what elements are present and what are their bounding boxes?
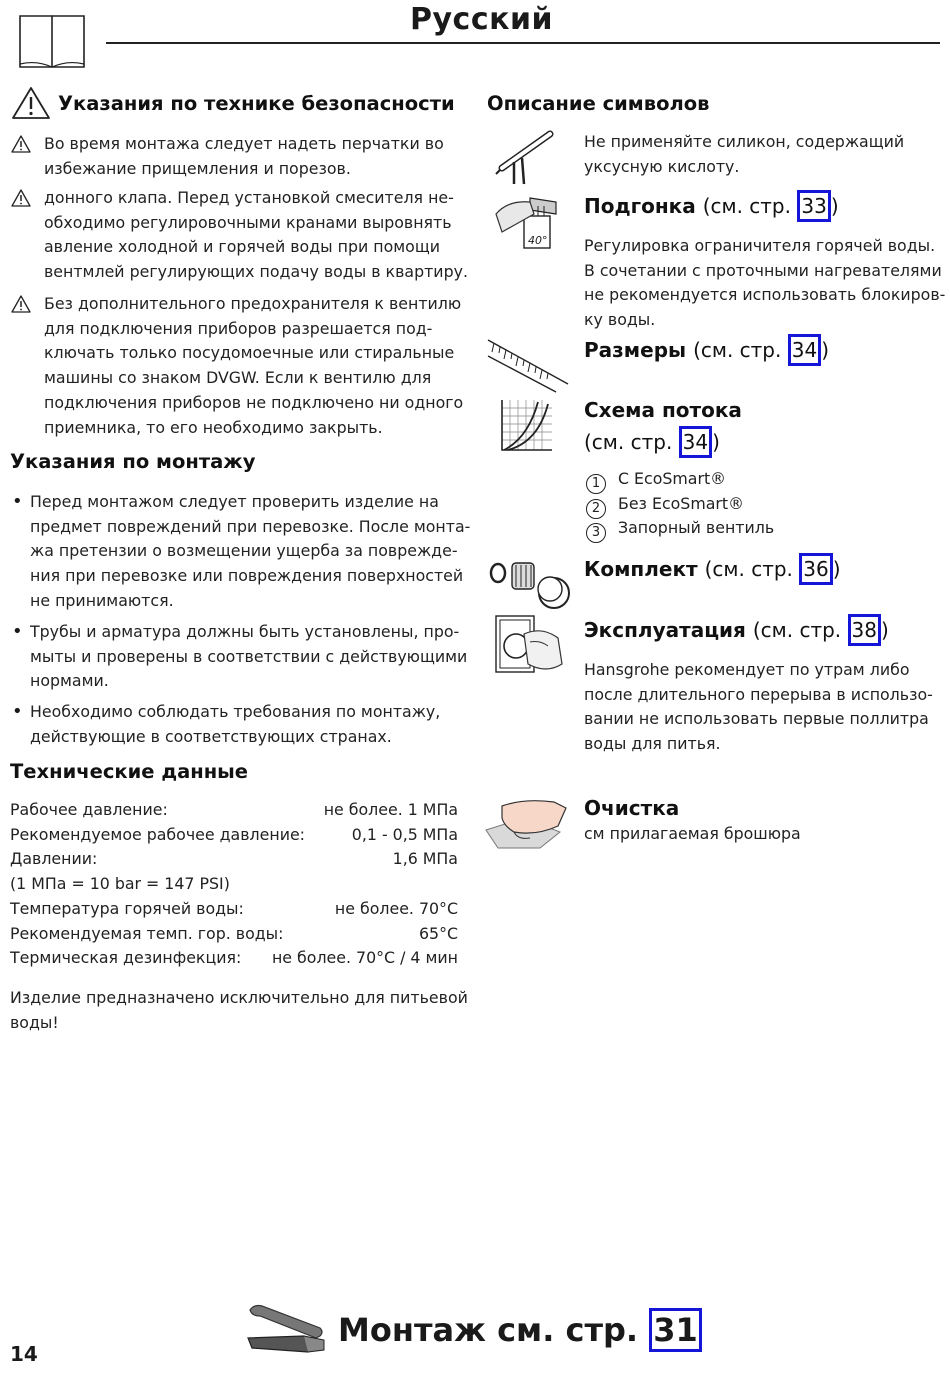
adjust-line: Регулировка ограничителя горячей воды. bbox=[584, 236, 936, 255]
warning-large-icon bbox=[11, 86, 51, 120]
operation-title: Эксплуатация bbox=[584, 618, 746, 642]
safety-line: Без дополнительного предохранителя к вентилю bbox=[44, 294, 462, 313]
assembly-line: нормами. bbox=[30, 671, 109, 691]
safety-line: авление холодной и горячей воды при помощи bbox=[44, 237, 440, 257]
dimensions-heading bbox=[584, 334, 829, 366]
safety-line: ключать только посудомоечные или стиральные bbox=[44, 343, 455, 363]
safety-line: избежание прищемления и порезов. bbox=[44, 158, 351, 178]
tech-value: 65°C bbox=[418, 923, 458, 943]
safety-line: для подключения приборов разрешается под- bbox=[44, 318, 433, 338]
safety-item bbox=[44, 186, 474, 285]
flow-legend-item bbox=[586, 516, 774, 543]
page-number: 14 bbox=[10, 1342, 38, 1366]
dimensions-ref: (см. стр. bbox=[693, 338, 788, 362]
assembly-line: действующие в соответствующих странах. bbox=[30, 726, 392, 746]
tech-label: Рабочее давление: bbox=[10, 800, 168, 819]
tech-value: не более. 70°C / 4 мин bbox=[271, 948, 458, 968]
silicone-line: уксусную кислоту. bbox=[584, 156, 740, 176]
tech-row bbox=[10, 922, 458, 947]
warning-icon bbox=[10, 294, 32, 314]
assembly-line: мыты и проверены в соответствии с действующими bbox=[30, 646, 468, 666]
safety-item bbox=[44, 132, 474, 181]
montage-text: Монтаж см. стр. bbox=[338, 1311, 650, 1349]
safety-item bbox=[44, 292, 474, 440]
assembly-line: Перед монтажом следует проверить изделие на bbox=[30, 492, 439, 511]
tech-row bbox=[10, 847, 458, 872]
silicone-gun-icon bbox=[494, 128, 558, 188]
adjust-title: Подгонка bbox=[584, 194, 696, 218]
montage-reference bbox=[338, 1308, 702, 1352]
adjust-line: не рекомендуется использовать блокиров- bbox=[584, 285, 946, 305]
tech-value: не более. 70°C bbox=[334, 898, 458, 918]
operation-line: воды для питья. bbox=[584, 734, 721, 754]
tech-row bbox=[10, 897, 458, 922]
adjust-line: В сочетании с проточными нагревателями bbox=[584, 260, 942, 280]
tech-heading: Технические данные bbox=[10, 760, 249, 783]
bullet-dot: • bbox=[12, 621, 23, 642]
ruler-icon bbox=[486, 336, 570, 394]
flow-number-badge: 3 bbox=[586, 523, 606, 543]
tech-label: Давлении: bbox=[10, 849, 98, 869]
safety-line: приемника, то его необходимо закрыть. bbox=[44, 417, 383, 437]
bullet-dot: • bbox=[12, 491, 23, 512]
flow-heading bbox=[584, 398, 742, 458]
safety-line: вентмлей регулирующих подачу воды в квартиру. bbox=[44, 262, 468, 282]
kit-ref-close: ) bbox=[832, 557, 841, 581]
operation-line: после длительного перерыва в использо- bbox=[584, 684, 933, 704]
montage-page-link[interactable]: 31 bbox=[649, 1308, 702, 1352]
tech-value: 1,6 МПа bbox=[392, 849, 458, 869]
adjust-ref: (см. стр. bbox=[702, 194, 798, 218]
kit-parts-icon bbox=[488, 553, 572, 611]
silicone-text bbox=[584, 130, 934, 179]
dimensions-ref-close: ) bbox=[821, 338, 829, 362]
symbols-heading: Описание символов bbox=[487, 92, 710, 115]
adjust-heading bbox=[584, 190, 839, 222]
flow-legend-label: Запорный вентиль bbox=[618, 518, 775, 537]
adjust-page-link[interactable]: 33 bbox=[797, 190, 830, 222]
assembly-line: не принимаются. bbox=[30, 590, 174, 610]
safety-line: Во время монтажа следует надеть перчатки во bbox=[44, 134, 444, 153]
header-rule bbox=[106, 42, 940, 44]
assembly-line: ния при перевозке или повреждения поверхностей bbox=[30, 566, 464, 586]
operation-hand-icon bbox=[490, 612, 566, 676]
kit-heading bbox=[584, 553, 841, 585]
operation-heading bbox=[584, 614, 889, 646]
warning-icon bbox=[10, 134, 32, 154]
adjust-ref-close: ) bbox=[830, 194, 839, 218]
kit-title: Комплект bbox=[584, 557, 698, 581]
flow-number-badge: 2 bbox=[586, 499, 606, 519]
tech-label: (1 МПа = 10 bar = 147 PSI) bbox=[10, 874, 230, 894]
flow-legend-item bbox=[586, 467, 726, 494]
kit-ref: (см. стр. bbox=[704, 557, 800, 581]
adjust-line: ку воды. bbox=[584, 310, 656, 330]
operation-ref: (см. стр. bbox=[752, 618, 848, 642]
assembly-line: жа претензии о возмещении ущерба за поврежде- bbox=[30, 541, 458, 561]
cleaning-title: Очистка bbox=[584, 796, 680, 820]
assembly-line: Необходимо соблюдать требования по монтажу, bbox=[30, 702, 441, 721]
assembly-line: Трубы и арматура должны быть установлены, про- bbox=[30, 622, 460, 641]
operation-line: вании не использовать первые поллитра bbox=[584, 709, 929, 729]
safety-line: машины со знаком DVGW. Если к вентилю для bbox=[44, 368, 432, 388]
flow-legend-item bbox=[586, 492, 744, 519]
bullet-dot: • bbox=[12, 701, 23, 722]
silicone-line: Не применяйте силикон, содержащий bbox=[584, 132, 905, 151]
tech-note-line: воды! bbox=[10, 1012, 59, 1032]
assembly-item bbox=[30, 490, 470, 614]
tech-row bbox=[10, 798, 458, 823]
adjust-text bbox=[584, 234, 944, 333]
thermostat-hand-icon bbox=[490, 192, 566, 252]
operation-ref-close: ) bbox=[880, 618, 889, 642]
operation-page-link[interactable]: 38 bbox=[848, 614, 881, 646]
assembly-item bbox=[30, 620, 470, 694]
tech-label: Рекомендуемое рабочее давление: bbox=[10, 824, 305, 844]
tech-label: Рекомендуемая темп. гор. воды: bbox=[10, 923, 284, 943]
assembly-item bbox=[30, 700, 470, 749]
flow-legend-label: С EcoSmart® bbox=[618, 469, 726, 488]
tech-note bbox=[10, 986, 470, 1035]
book-icon bbox=[18, 14, 86, 70]
dimensions-page-link[interactable]: 34 bbox=[788, 334, 821, 366]
tech-label: Температура горячей воды: bbox=[10, 898, 244, 918]
warning-icon bbox=[10, 188, 32, 208]
flow-title: Схема потока bbox=[584, 398, 742, 422]
dimensions-title: Размеры bbox=[584, 338, 687, 362]
tech-label: Термическая дезинфекция: bbox=[10, 948, 242, 968]
tech-row bbox=[10, 872, 458, 897]
tech-value: не более. 1 МПа bbox=[323, 800, 458, 819]
operation-text bbox=[584, 658, 944, 757]
thermostat-display: 40° bbox=[528, 234, 548, 247]
cleaning-hand-icon bbox=[484, 796, 574, 852]
operation-line: Hansgrohe рекомендует по утрам либо bbox=[584, 660, 910, 679]
flow-legend-label: Без EcoSmart® bbox=[618, 493, 744, 513]
safety-heading: Указания по технике безопасности bbox=[58, 92, 455, 115]
safety-line: обходимо регулировочными кранами выровнять bbox=[44, 212, 452, 232]
cleaning-text: см прилагаемая брошюра bbox=[584, 824, 801, 843]
assembly-line: предмет повреждений при перевозке. После монта- bbox=[30, 516, 471, 536]
safety-line: подключения приборов не подключено ни одного bbox=[44, 392, 464, 412]
flow-page-link[interactable]: 34 bbox=[679, 426, 712, 458]
flow-ref: (см. стр. bbox=[584, 430, 679, 454]
tech-note-line: Изделие предназначено исключительно для питьевой bbox=[10, 988, 468, 1007]
kit-page-link[interactable]: 36 bbox=[799, 553, 832, 585]
tech-row bbox=[10, 946, 458, 971]
page-title: Русский bbox=[410, 2, 554, 37]
tech-value: 0,1 - 0,5 МПа bbox=[351, 824, 458, 844]
flow-ref-close: ) bbox=[712, 430, 720, 454]
flow-number-badge: 1 bbox=[586, 474, 606, 494]
flow-diagram-icon bbox=[498, 398, 556, 456]
assembly-heading: Указания по монтажу bbox=[10, 450, 256, 473]
safety-line: донного клапа. Перед установкой смесителя не- bbox=[44, 188, 454, 207]
tech-row bbox=[10, 823, 458, 848]
tools-icon bbox=[244, 1300, 326, 1358]
